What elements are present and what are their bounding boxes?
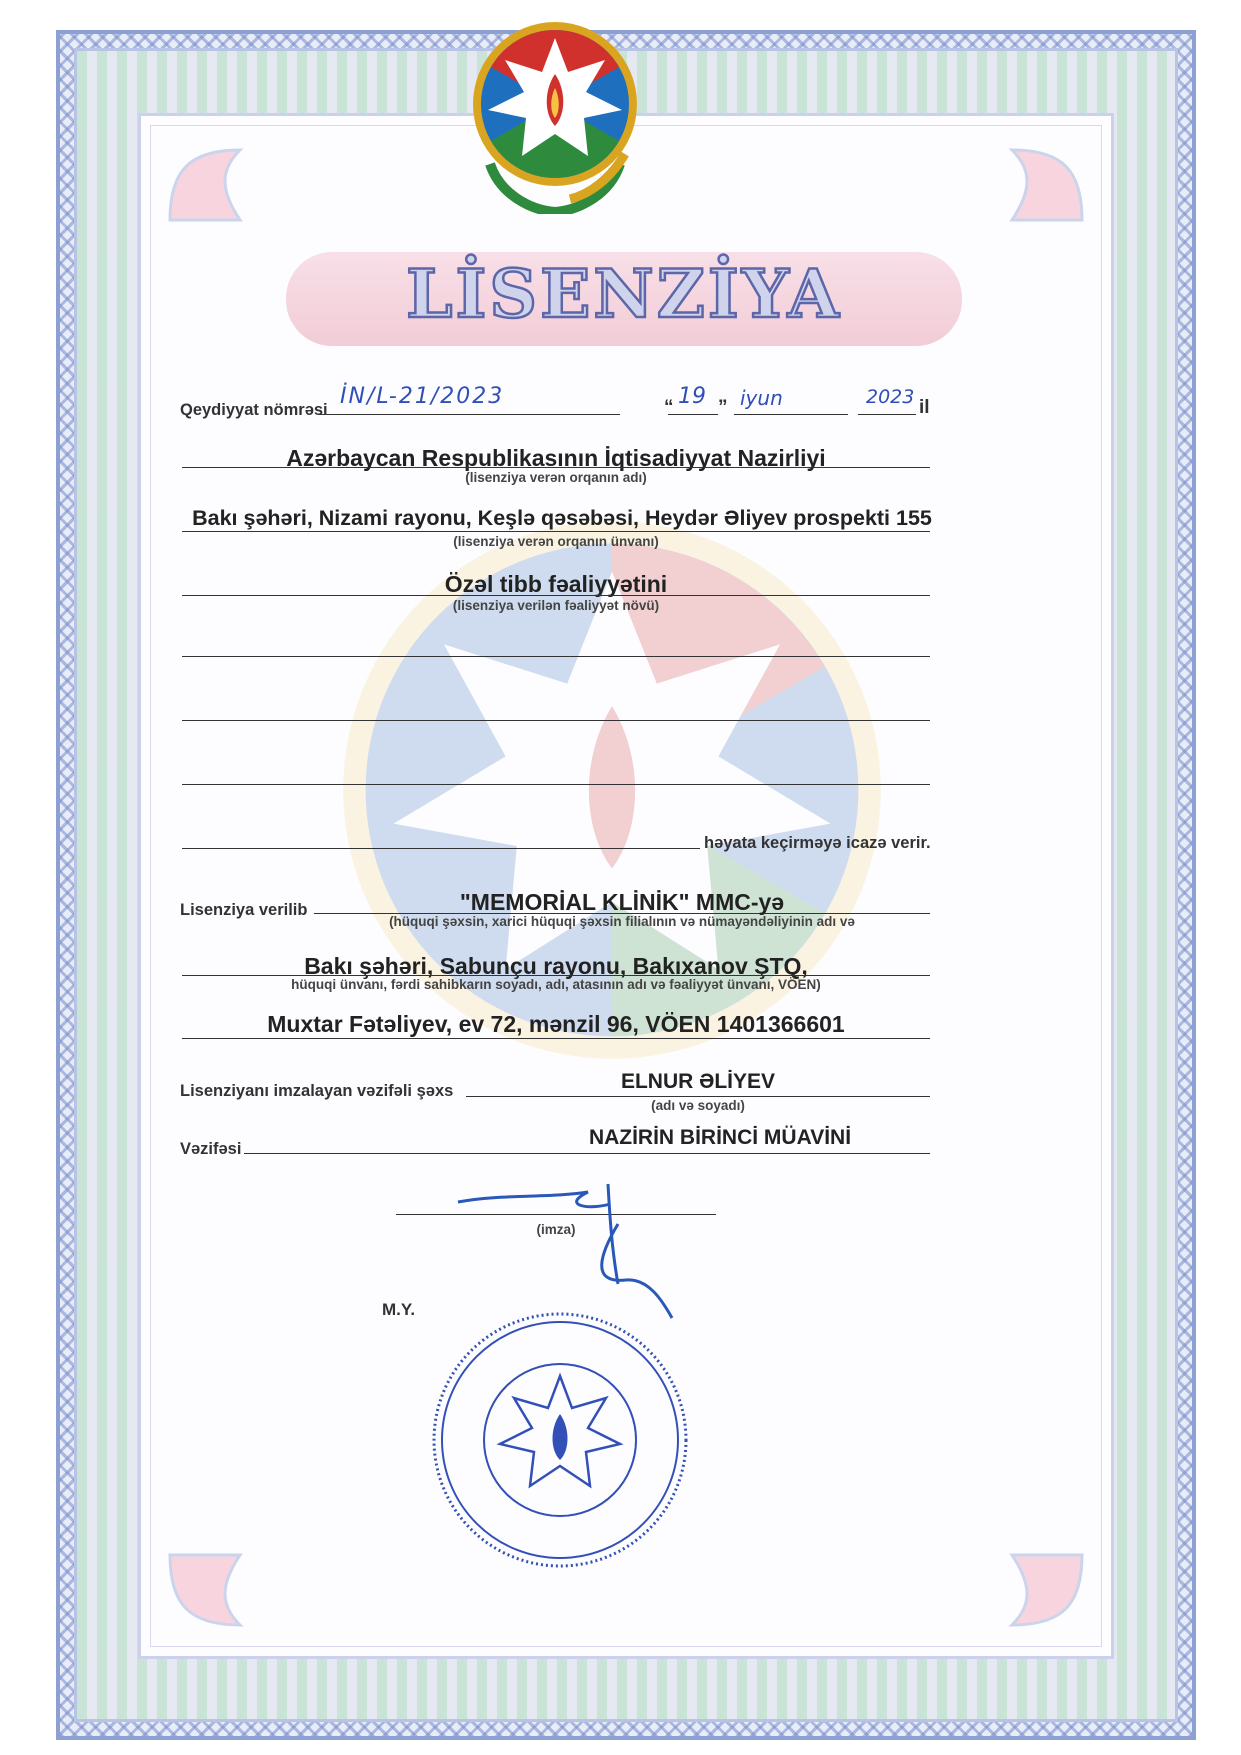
signatory-name-caption: (adı və soyadı) [651, 1098, 745, 1113]
licensee-address-line-2 [182, 1038, 930, 1039]
position-label: Vəzifəsi [180, 1140, 242, 1158]
blank-line-3 [182, 784, 930, 785]
issuer-name: Azərbaycan Respublikasının İqtisadiyyat Nazirliyi [286, 445, 826, 471]
signature-caption: (imza) [536, 1222, 576, 1237]
activity-type-line [182, 595, 930, 596]
activity-type: Özəl tibb fəaliyyətini [444, 571, 668, 597]
signatory-label: Lisenziyanı imzalayan vəzifəli şəxs [180, 1082, 454, 1100]
state-emblem-icon [460, 14, 650, 214]
registration-day: 19 [678, 384, 706, 409]
activity-type-caption: (lisenziya verilən fəaliyyət növü) [452, 598, 660, 613]
issuer-name-line [182, 467, 930, 468]
registration-number-line [318, 414, 620, 415]
signatory-name: ELNUR ƏLİYEV [620, 1070, 776, 1093]
month-line [734, 414, 848, 415]
registration-year: 2023 [866, 386, 915, 408]
document-title: LİSENZİYA [406, 255, 842, 333]
issuer-address-caption: (lisenziya verən orqanın ünvanı) [453, 534, 659, 549]
year-line [858, 414, 916, 415]
licensee-address-2: Muxtar Fətəliyev, ev 72, mənzil 96, VÖEN 1401366601 [267, 1011, 845, 1037]
permit-text: həyata keçirməyə icazə verir. [704, 834, 931, 852]
position-line [244, 1153, 930, 1154]
corner-ornament-bottom-left [160, 1545, 250, 1635]
corner-ornament-bottom-right [1002, 1545, 1092, 1635]
signatory-position: NAZİRİN BİRİNCİ MÜAVİNİ [588, 1126, 852, 1149]
blank-line-2 [182, 720, 930, 721]
issuer-address: Bakı şəhəri, Nizami rayonu, Keşlə qəsəbəsi, Heydər Əliyev prospekti 155 [192, 506, 932, 530]
corner-ornament-top-right [1002, 140, 1092, 230]
issuer-address-line [182, 531, 930, 532]
registration-month: iyun [740, 386, 783, 410]
licensee-address-line-1 [182, 975, 930, 976]
corner-ornament-top-left [160, 140, 250, 230]
licensee-name: "MEMORİAL KLİNİK" MMC-yə [459, 889, 785, 915]
year-suffix: il [919, 397, 930, 418]
licensee-label: Lisenziya verilib [180, 901, 308, 919]
registration-number-label: Qeydiyyat nömrəsi [180, 401, 328, 419]
registration-number-value: İN/L-21/2023 [340, 384, 505, 409]
signatory-name-line [466, 1096, 930, 1097]
quote-open: “ [664, 397, 674, 418]
issuer-name-caption: (lisenziya verən orqanın adı) [465, 470, 647, 485]
blank-line-4 [182, 848, 700, 849]
day-line [668, 414, 718, 415]
licensee-caption-1: (hüquqi şəxsin, xarici hüquqi şəxsin filialının və nümayəndəliyinin adı və [389, 914, 855, 929]
licensee-caption-2: hüquqi ünvanı, fərdi sahibkarın soyadı, adı, atasının adı və fəaliyyət ünvanı, VÖEN) [291, 977, 821, 992]
official-seal-icon [430, 1310, 690, 1570]
seal-center [558, 1435, 562, 1439]
quote-close: ” [718, 397, 728, 418]
signature-icon [440, 1180, 700, 1320]
blank-line-1 [182, 656, 930, 657]
seal-place-label: M.Y. [382, 1300, 416, 1319]
licensee-address-1: Bakı şəhəri, Sabunçu rayonu, Bakıxanov ŞTQ, [304, 953, 808, 979]
